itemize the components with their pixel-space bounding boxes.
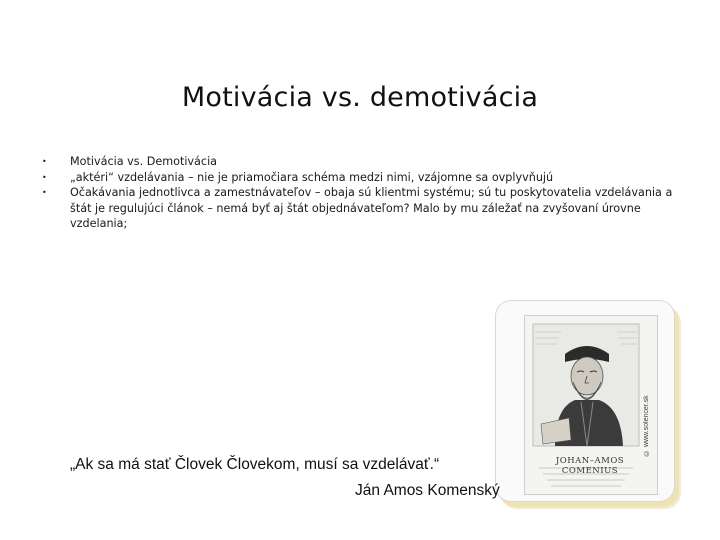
portrait-caption: JOHAN–AMOS COMENIUS [555, 456, 625, 476]
bullet-text: „aktéri“ vzdelávania – nie je priamočiara schéma medzi nimi, vzájomne sa ovplyvňujú [70, 170, 554, 184]
bullet-item [40, 170, 680, 186]
bullet-text: Motivácia vs. Demotivácia [70, 155, 218, 168]
bullet-list [40, 154, 680, 232]
comenius-portrait [524, 315, 658, 495]
bullet-item [40, 185, 680, 232]
image-credit: © www.solencer.sk [643, 395, 650, 456]
bullet-marker: • [42, 157, 47, 166]
bullet-marker: • [42, 188, 47, 197]
portrait-image-card [495, 300, 675, 502]
page-title: Motivácia vs. demotivácia [181, 82, 539, 113]
bullet-marker: • [42, 172, 47, 182]
quote-text: „Ak sa má stať Človek Človekom, musí sa vzdelávať.“ [70, 456, 440, 473]
quote-author: Ján Amos Komenský [355, 482, 500, 499]
bullet-item [40, 154, 680, 170]
bullet-text: Očakávania jednotlivca a zamestnávateľov – obaja sú klientmi systému; sú tu poskytovatelia vzdelávania a štát je regulujúci článok – nemá byť aj štát objednávateľom? Malo by mu záležať na zvyšovaní úrovne vzdelania; [70, 186, 673, 230]
